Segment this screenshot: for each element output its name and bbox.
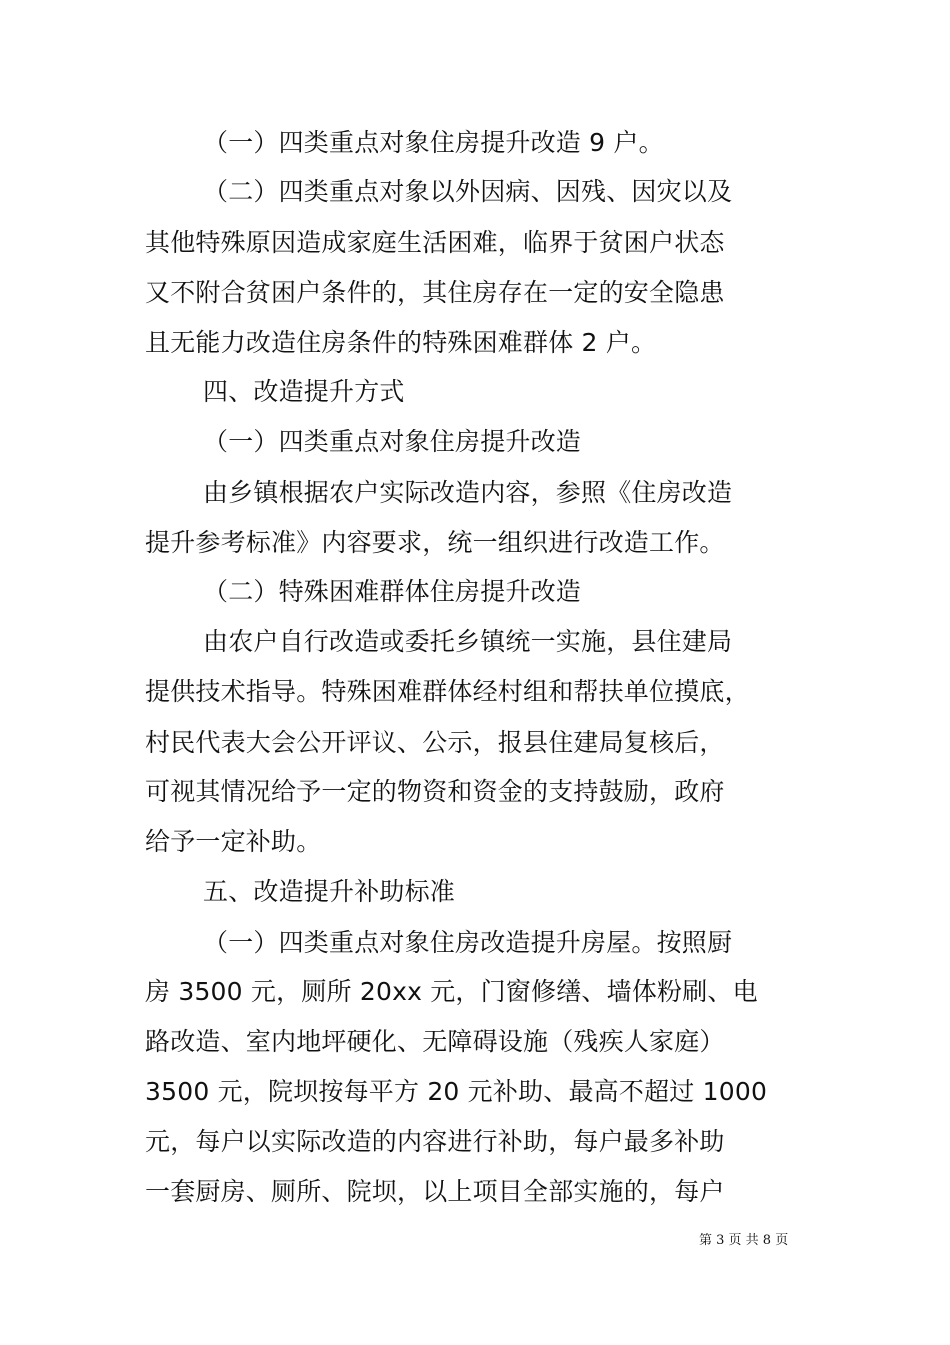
paragraph-line: 其他特殊原因造成家庭生活困难，临界于贫困户状态: [145, 228, 725, 257]
paragraph-line: 且无能力改造住房条件的特殊困难群体 2 户。: [145, 328, 657, 357]
paragraph-line: （一）四类重点对象住房提升改造 9 户。: [203, 128, 664, 157]
paragraph-line: 由农户自行改造或委托乡镇统一实施，县住建局: [203, 627, 733, 656]
page-number-footer: 第 3 页 共 8 页: [699, 1233, 789, 1248]
paragraph-line: （一）四类重点对象住房改造提升房屋。按照厨: [203, 928, 733, 957]
paragraph-line: 村民代表大会公开评议、公示，报县住建局复核后，: [145, 728, 725, 757]
paragraph-line: 提升参考标准》内容要求，统一组织进行改造工作。: [145, 528, 725, 557]
paragraph-line: 可视其情况给予一定的物资和资金的支持鼓励，政府: [145, 777, 725, 806]
subsection-heading: （二）特殊困难群体住房提升改造: [203, 577, 582, 606]
paragraph-line: 房 3500 元，厕所 20xx 元，门窗修缮、墙体粉刷、电: [145, 977, 758, 1006]
paragraph-line: 元，每户以实际改造的内容进行补助，每户最多补助: [145, 1127, 725, 1156]
paragraph-line: （二）四类重点对象以外因病、因残、因灾以及: [203, 177, 733, 206]
section-heading: 五、改造提升补助标准: [203, 877, 456, 906]
subsection-heading: （一）四类重点对象住房提升改造: [203, 427, 582, 456]
paragraph-line: 路改造、室内地坪硬化、无障碍设施（残疾人家庭）: [145, 1027, 725, 1056]
paragraph-line: 又不附合贫困户条件的，其住房存在一定的安全隐患: [145, 278, 725, 307]
section-heading: 四、改造提升方式: [203, 377, 405, 406]
paragraph-line: 3500 元，院坝按每平方 20 元补助、最高不超过 1000: [145, 1077, 768, 1106]
paragraph-line: 提供技术指导。特殊困难群体经村组和帮扶单位摸底，: [145, 677, 750, 706]
paragraph-line: 由乡镇根据农户实际改造内容，参照《住房改造: [203, 478, 733, 507]
paragraph-line: 给予一定补助。: [145, 827, 322, 856]
paragraph-line: 一套厨房、厕所、院坝，以上项目全部实施的，每户: [145, 1177, 725, 1206]
